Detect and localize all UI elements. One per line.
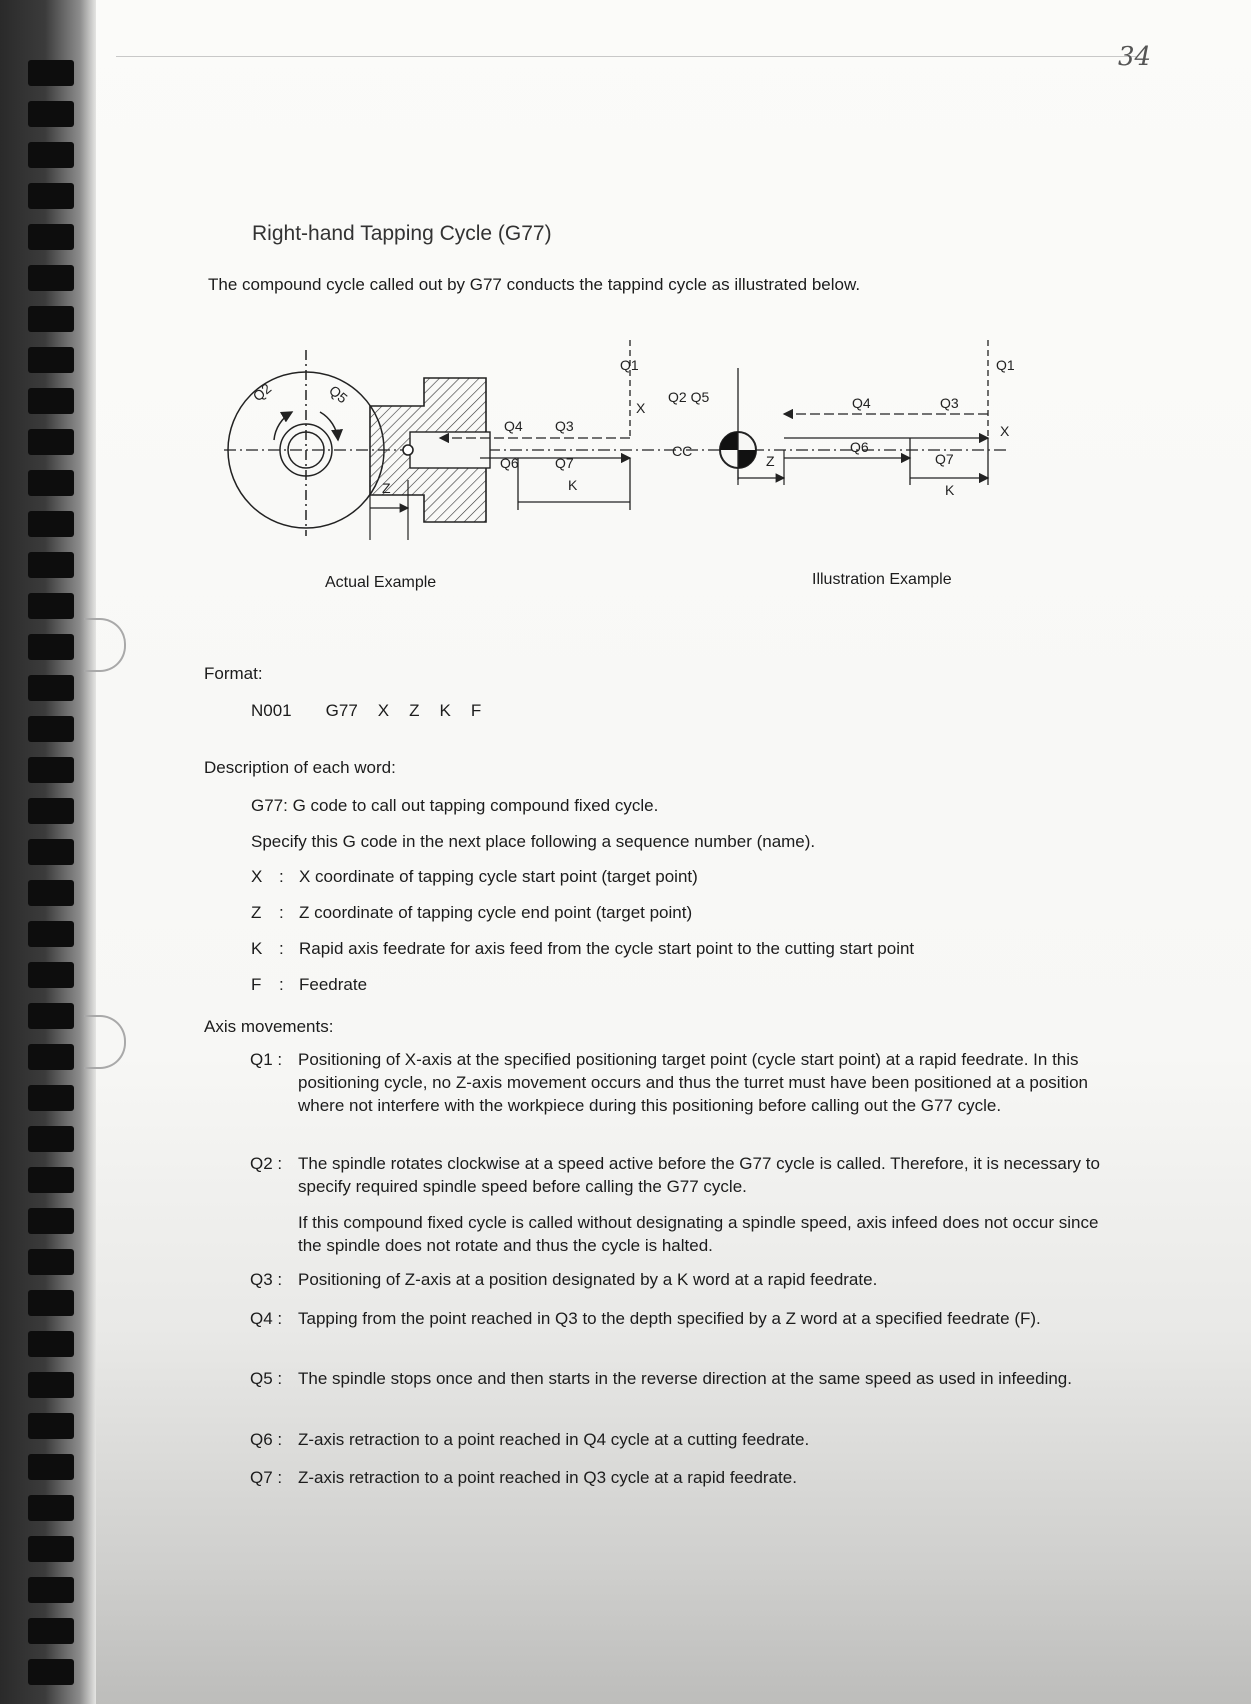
diagram-label-q6-actual: Q6 — [500, 455, 519, 471]
binding-ring — [28, 1331, 74, 1357]
axis-movement-item: Q5 : The spindle stops once and then starts in the reverse direction at the same speed as used in infeeding. — [250, 1367, 1100, 1390]
axis-movement-text: Positioning of Z-axis at a position designated by a K word at a rapid feedrate. — [298, 1270, 878, 1289]
intro-text: The compound cycle called out by G77 conducts the tappind cycle as illustrated below. — [208, 275, 861, 294]
diagram-label-q1-illustration: Q1 — [996, 357, 1015, 373]
diagram-label-q4-illustration: Q4 — [852, 395, 871, 411]
binding-ring — [28, 224, 74, 250]
binding-ring — [28, 1618, 74, 1644]
binding-ring — [28, 757, 74, 783]
axis-movement-text: Positioning of X-axis at the specified positioning target point (cycle start point) at a rapid feedrate. In this positioning cycle, no Z-axis movement occurs and thus the turret must have been positioned at a position where not interfere with the workpiece during this positioning before calling out the G77 cycle. — [298, 1050, 1088, 1115]
binding-ring — [28, 183, 74, 209]
binding-ring — [28, 1659, 74, 1685]
caption-actual-example: Actual Example — [325, 574, 437, 591]
diagram-label-z-actual: Z — [382, 480, 391, 496]
binding-ring — [28, 265, 74, 291]
binding-ring — [28, 60, 74, 86]
binding-ring — [28, 429, 74, 455]
word-text: Z coordinate of tapping cycle end point (target point) — [299, 903, 693, 922]
axis-movement-text: Tapping from the point reached in Q3 to the depth specified by a Z word at a specified feedrate (F). — [298, 1309, 1041, 1328]
workpiece-section — [370, 378, 490, 522]
diagram-label-q1-actual: Q1 — [620, 357, 639, 373]
diagram-label-x-illustration: X — [1000, 423, 1010, 439]
binding-ring — [28, 1413, 74, 1439]
axis-movement-id: Q1 — [250, 1050, 273, 1069]
binding-ring — [28, 347, 74, 373]
binding-ring — [28, 511, 74, 537]
axis-movement-item: Q1 : Positioning of X-axis at the specified positioning target point (cycle start point) at a rapid feedrate. In this positioning cycle, no Z-axis movement occurs and thus the turret must have been positioned at a position where not interfere with the workpiece during this positioning before calling out the G77 cycle. — [250, 1048, 1100, 1117]
binding-ring — [28, 142, 74, 168]
format-token: G77 — [325, 701, 358, 720]
word-definition: X : X coordinate of tapping cycle start point (target point) — [251, 867, 698, 886]
axis-movement-item: Q6 : Z-axis retraction to a point reached in Q4 cycle at a cutting feedrate. — [250, 1428, 1100, 1451]
axis-movement-id: Q2 — [250, 1154, 273, 1173]
axis-movement-item: Q7 : Z-axis retraction to a point reached in Q3 cycle at a rapid feedrate. — [250, 1466, 1100, 1489]
description-specify: Specify this G code in the next place following a sequence number (name). — [251, 832, 816, 851]
word-key: X — [251, 867, 263, 886]
axis-movement-item: Q3 : Positioning of Z-axis at a position designated by a K word at a rapid feedrate. — [250, 1268, 1100, 1291]
axis-movement-id: Q5 — [250, 1369, 273, 1388]
binding-ring — [28, 921, 74, 947]
binding-ring — [28, 552, 74, 578]
binding-ring — [28, 1085, 74, 1111]
diagram-label-q3-actual: Q3 — [555, 418, 574, 434]
binding-ring — [28, 1495, 74, 1521]
word-text: Feedrate — [299, 975, 368, 994]
binding-ring — [28, 1167, 74, 1193]
diagram-label-q3-illustration: Q3 — [940, 395, 959, 411]
axis-movement-id: Q4 — [250, 1309, 273, 1328]
caption-illustration-example: Illustration Example — [812, 571, 952, 588]
diagram-label-q4-actual: Q4 — [504, 418, 523, 434]
binding-ring — [28, 880, 74, 906]
tool-path-illustration — [784, 340, 988, 485]
binding-ring — [28, 1372, 74, 1398]
diagram-label-q6-illustration: Q6 — [850, 439, 869, 455]
axis-movement-id: Q7 — [250, 1468, 273, 1487]
binding-ring — [28, 388, 74, 414]
spindle-symbol — [720, 368, 756, 480]
tapping-cycle-diagram — [210, 340, 1090, 540]
binding-ring — [28, 839, 74, 865]
chuck-symbol — [228, 350, 384, 536]
word-text: Rapid axis feedrate for axis feed from the cycle start point to the cutting start point — [299, 939, 915, 958]
diagram-label-k-actual: K — [568, 477, 578, 493]
description-g77: G77: G code to call out tapping compound fixed cycle. — [251, 796, 659, 815]
axis-movement-text: If this compound fixed cycle is called without designating a spindle speed, axis infeed does not occur since the spindle does not rotate and thus the cycle is halted. — [298, 1213, 1099, 1255]
diagram-label-z-illustration: Z — [766, 453, 775, 469]
page-top-rule — [116, 56, 1136, 57]
binding-ring — [28, 962, 74, 988]
diagram-label-q7-actual: Q7 — [555, 455, 574, 471]
word-definition: F : Feedrate — [251, 975, 368, 994]
binding-ring — [28, 1290, 74, 1316]
binding-ring — [28, 1208, 74, 1234]
word-definition: K : Rapid axis feedrate for axis feed from the cycle start point to the cutting start point — [251, 939, 915, 958]
format-token: X — [377, 701, 390, 720]
word-key: Z — [251, 903, 262, 922]
rotation-arrows: CC — [672, 443, 693, 459]
page-number: 34 — [1118, 42, 1152, 72]
axis-movement-text: The spindle stops once and then starts in the reverse direction at the same speed as used in infeeding. — [298, 1369, 1072, 1388]
binding-ring — [28, 306, 74, 332]
axis-movements-label: Axis movements: — [204, 1017, 334, 1036]
word-definition: Z : Z coordinate of tapping cycle end point (target point) — [251, 903, 693, 922]
binding-ring — [28, 470, 74, 496]
diagram-label-q2q5: Q2 Q5 — [668, 389, 710, 405]
binding-ring — [28, 593, 74, 619]
word-text: X coordinate of tapping cycle start point (target point) — [299, 867, 698, 886]
binding-ring — [28, 1536, 74, 1562]
binding-ring — [28, 1577, 74, 1603]
format-line — [251, 701, 501, 721]
axis-movement-item: Q2 : The spindle rotates clockwise at a speed active before the G77 cycle is called. Therefore, it is necessary to specify required spindle speed before calling the G77 cycle. If this compound fixed cycle is called without designating a spindle speed, axis infeed does not occur since the spindle does not rotate and thus the cycle is halted. — [250, 1154, 1100, 1255]
axis-movement-id: Q3 — [250, 1270, 273, 1289]
binding-ring — [28, 1044, 74, 1070]
axis-movement-text: The spindle rotates clockwise at a speed active before the G77 cycle is called. Therefore, it is necessary to specify required spindle speed before calling the G77 cycle. — [298, 1154, 1100, 1196]
diagram-label-q5: Q5 — [326, 382, 351, 407]
binding-ring — [28, 1249, 74, 1275]
format-token: K — [439, 701, 451, 720]
description-label: Description of each word: — [204, 758, 396, 777]
format-token: F — [470, 701, 482, 720]
diagram-label-k-illustration: K — [945, 482, 955, 498]
binding-ring — [28, 1003, 74, 1029]
diagram-label-q7-illustration: Q7 — [935, 451, 954, 467]
binding-ring — [28, 716, 74, 742]
binding-ring — [28, 101, 74, 127]
word-key: K — [251, 939, 263, 958]
axis-movement-text: Z-axis retraction to a point reached in Q4 cycle at a cutting feedrate. — [298, 1430, 810, 1449]
binding-ring — [28, 675, 74, 701]
section-title: Right-hand Tapping Cycle (G77) — [252, 222, 552, 245]
format-token: Z — [409, 701, 420, 720]
binding-ring — [28, 1454, 74, 1480]
binding-ring — [28, 634, 74, 660]
diagram-label-x-actual: X — [636, 400, 646, 416]
word-key: F — [251, 975, 262, 994]
axis-movement-id: Q6 — [250, 1430, 273, 1449]
binding-ring — [28, 798, 74, 824]
format-token: N001 — [251, 701, 292, 720]
format-label: Format: — [204, 664, 263, 683]
axis-movement-item: Q4 : Tapping from the point reached in Q3 to the depth specified by a Z word at a specified feedrate (F). — [250, 1307, 1100, 1330]
axis-movement-text: Z-axis retraction to a point reached in Q3 cycle at a rapid feedrate. — [298, 1468, 797, 1487]
diagram-label-q2: Q2 — [249, 380, 275, 405]
binding-ring — [28, 1126, 74, 1152]
